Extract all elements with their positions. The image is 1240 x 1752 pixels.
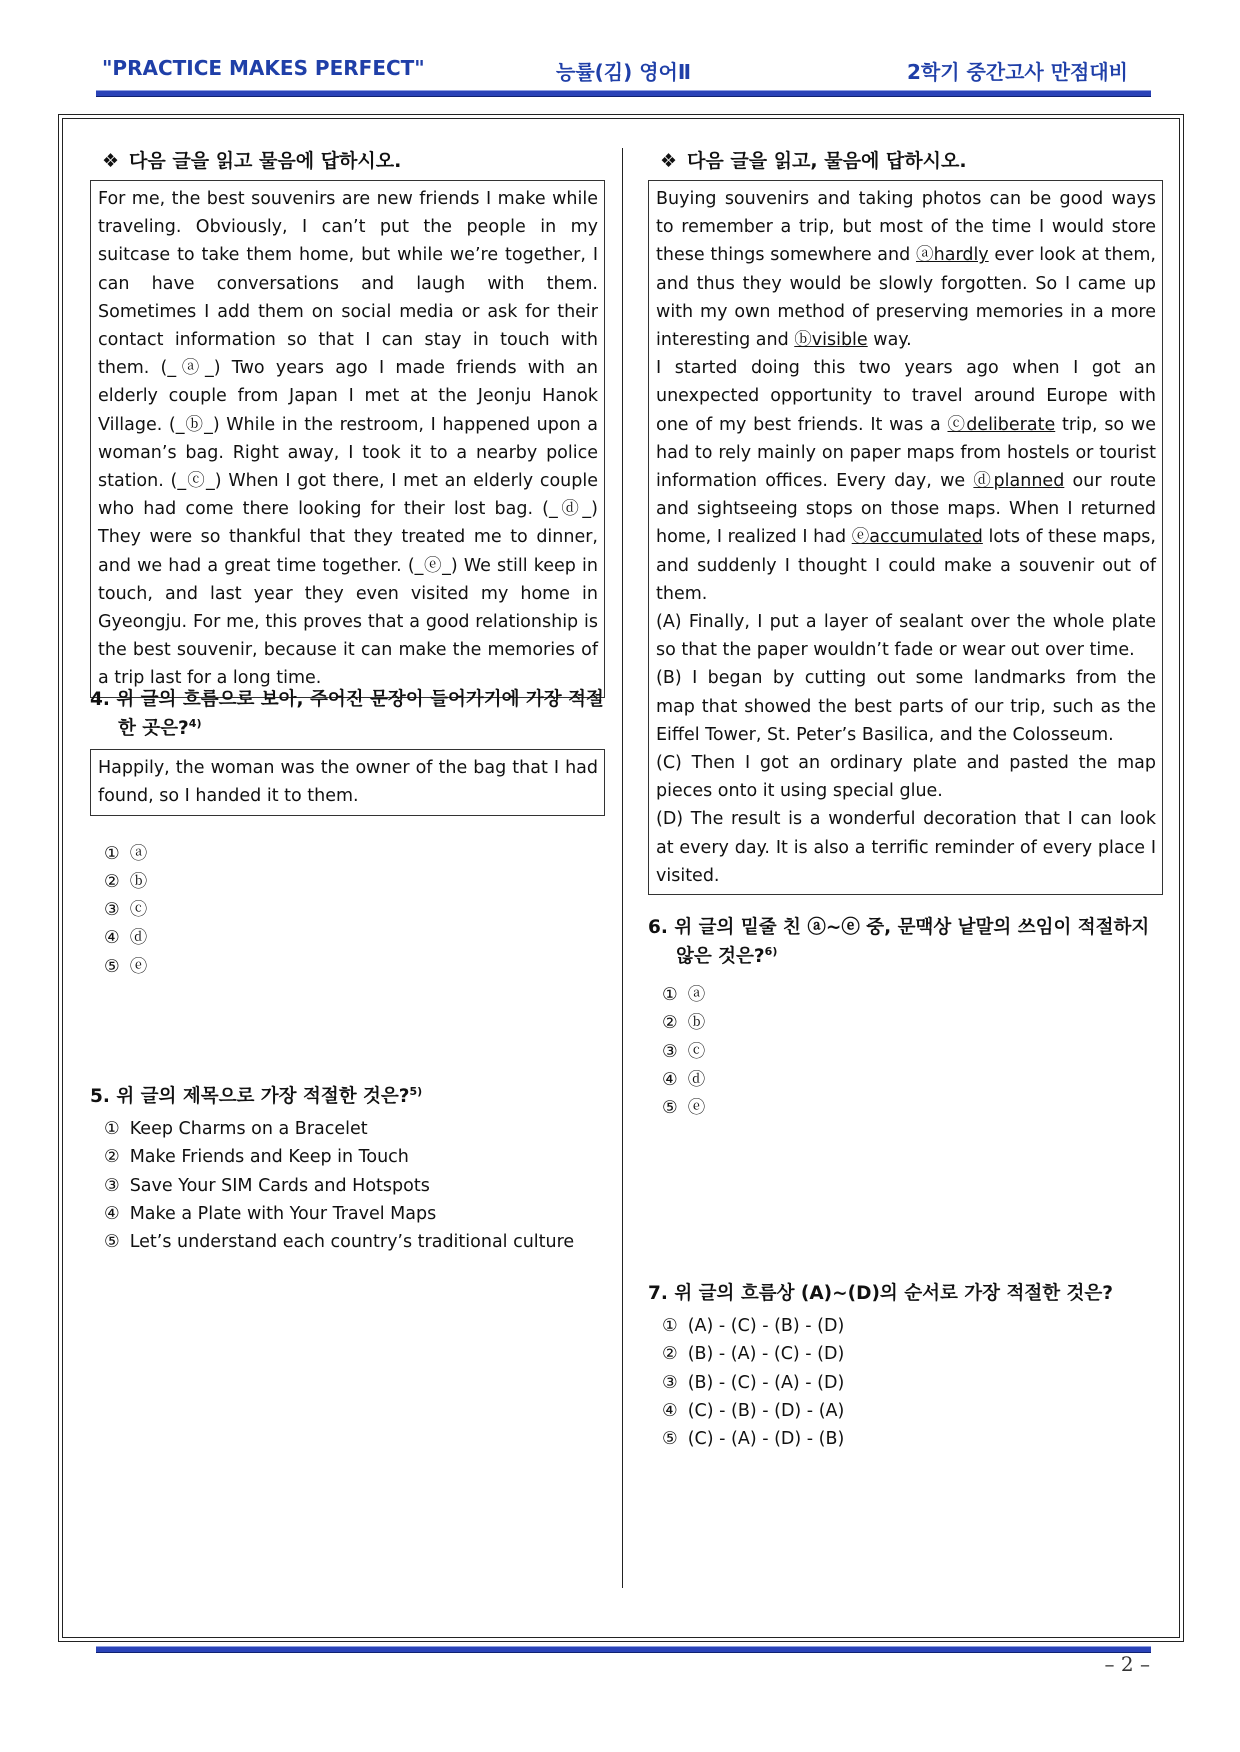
passage-text: For me, the best souvenirs are new friends I make while traveling. Obviously, I can’t put the people in my suitcase to take them home, but while we’re together, I can have conversations and laugh with them. Sometimes I add them on social media or ask for their contact information so that I can stay in touch with them. (_ⓐ_) Two years ago I made friends with an elderly couple from Japan I met at the Jeonju Hanok Village. (_ⓑ_) While in the restroom, I happened upon a woman’s bag. Right away, I took it to a nearby police station. (_ⓒ_) When I got there, I met an elderly couple who had come there looking for their lost bag. (_ⓓ_) They were so thankful that they treated me to dinner, and we had a great time together. (_ⓔ_) We still keep in touch, and last year they even visited my home in Gyeongju. For me, this proves that a good relationship is the best souvenir, because it can make the memories of a trip last for a long time.: [98, 189, 599, 689]
option[interactable]: ① Keep Charms on a Bracelet: [104, 1119, 368, 1140]
header-rule: [96, 90, 1151, 97]
header-title-right: 2학기 중간고사 만점대비: [906, 60, 1128, 84]
option[interactable]: ④ Make a Plate with Your Travel Maps: [104, 1204, 437, 1225]
option[interactable]: ② ⓑ: [104, 871, 148, 892]
section-heading: ❖ 다음 글을 읽고 물음에 답하시오.: [102, 150, 402, 172]
option[interactable]: ② Make Friends and Keep in Touch: [104, 1147, 409, 1168]
question-5-options: [90, 1115, 605, 1256]
option[interactable]: ④ (C) - (B) - (D) - (A): [662, 1400, 845, 1421]
section-heading: ❖ 다음 글을 읽고, 물음에 답하시오.: [660, 150, 967, 172]
question-7: [648, 1282, 1163, 1453]
passage-box: [90, 180, 605, 698]
option[interactable]: ③ (B) - (C) - (A) - (D): [662, 1372, 845, 1393]
option[interactable]: ① (A) - (C) - (B) - (D): [662, 1316, 845, 1336]
given-sentence-box: Happily, the woman was the owner of the bag that I had found, so I handed it to them.: [90, 749, 605, 815]
passage-paragraph-b: (B) I began by cutting out some landmarks from the map that showed the best parts of our trip, such as the Eiffel Tower, St. Peter’s Basilica, and the Colosseum.: [656, 668, 1156, 745]
option[interactable]: ③ Save Your SIM Cards and Hotspots: [104, 1175, 430, 1196]
option[interactable]: ⑤ ⓔ: [104, 956, 148, 977]
option[interactable]: ⑤ Let’s understand each country’s traditional culture: [104, 1232, 575, 1253]
option[interactable]: ① ⓐ: [104, 843, 148, 864]
question-4-stem: 4. 위 글의 흐름으로 보아, 주어진 문장이 들어가기에 가장 적절한 곳은?$^{4)}$: [90, 689, 604, 740]
option[interactable]: ② ⓑ: [662, 1013, 706, 1034]
passage-paragraph-c: (C) Then I got an ordinary plate and pasted the map pieces onto it using special glue.: [656, 753, 1156, 802]
right-column: [648, 146, 1163, 895]
option[interactable]: ② (B) - (A) - (C) - (D): [662, 1344, 845, 1365]
option[interactable]: ④ ⓓ: [104, 928, 148, 949]
question-6-stem: 6. 위 글의 밑줄 친 ⓐ~ⓔ 중, 문맥상 낱말의 쓰임이 적절하지 않은 것은?$^{6)}$: [648, 917, 1150, 968]
left-column: [90, 146, 605, 698]
question-7-options: [648, 1312, 1163, 1453]
option[interactable]: ③ ⓒ: [662, 1041, 706, 1062]
question-4: [90, 688, 605, 981]
question-5: [90, 1080, 605, 1257]
question-5-stem: 5. 위 글의 제목으로 가장 적절한 것은?$^{5)}$: [90, 1085, 423, 1108]
option[interactable]: ⑤ ⓔ: [662, 1098, 706, 1119]
header-title-center: 능률(김) 영어Ⅱ: [556, 60, 692, 84]
footer-rule: [96, 1646, 1151, 1653]
diamond-bullet-icon: ❖: [660, 150, 678, 172]
column-divider: [622, 148, 623, 1588]
question-6: [648, 916, 1163, 1123]
passage-paragraph-2: I started doing this two years ago when I got an unexpected opportunity to travel around Europe with one of my best friends. It was a ⓒdeliberate trip, so we had to rely mainly on paper maps from hostels or tourist information offices. Every day, we ⓓplanned our route and sightseeing stops on those maps. When I returned home, I realized I had ⓔaccumulated lots of these maps, and suddenly I thought I could make a souvenir out of them.: [656, 358, 1156, 604]
passage-paragraph-d: (D) The result is a wonderful decoration that I can look at every day. It is also a terrific reminder of every place I visited.: [656, 809, 1156, 886]
question-7-stem: 7. 위 글의 흐름상 (A)~(D)의 순서로 가장 적절한 것은?: [648, 1283, 1113, 1304]
question-4-options: [90, 840, 605, 981]
question-6-options: [648, 981, 1163, 1122]
option[interactable]: ① ⓐ: [662, 985, 706, 1006]
option[interactable]: ③ ⓒ: [104, 900, 148, 921]
option[interactable]: ④ ⓓ: [662, 1070, 706, 1091]
header-title-left: "PRACTICE MAKES PERFECT": [102, 56, 425, 80]
passage-paragraph-a: (A) Finally, I put a layer of sealant over the whole plate so that the paper wouldn’t fade or wear out over time.: [656, 612, 1156, 661]
passage-paragraph-1: Buying souvenirs and taking photos can be good ways to remember a trip, but most of the time I would store these things somewhere and ⓐhardly ever look at them, and thus they would be slowly forgotten. So I came up with my own method of preserving memories in a more interesting and ⓑvisible way.: [656, 189, 1156, 351]
diamond-bullet-icon: ❖: [102, 150, 120, 172]
passage-box: [648, 180, 1163, 895]
option[interactable]: ⑤ (C) - (A) - (D) - (B): [662, 1429, 845, 1450]
page-number: – 2 –: [1104, 1652, 1150, 1676]
